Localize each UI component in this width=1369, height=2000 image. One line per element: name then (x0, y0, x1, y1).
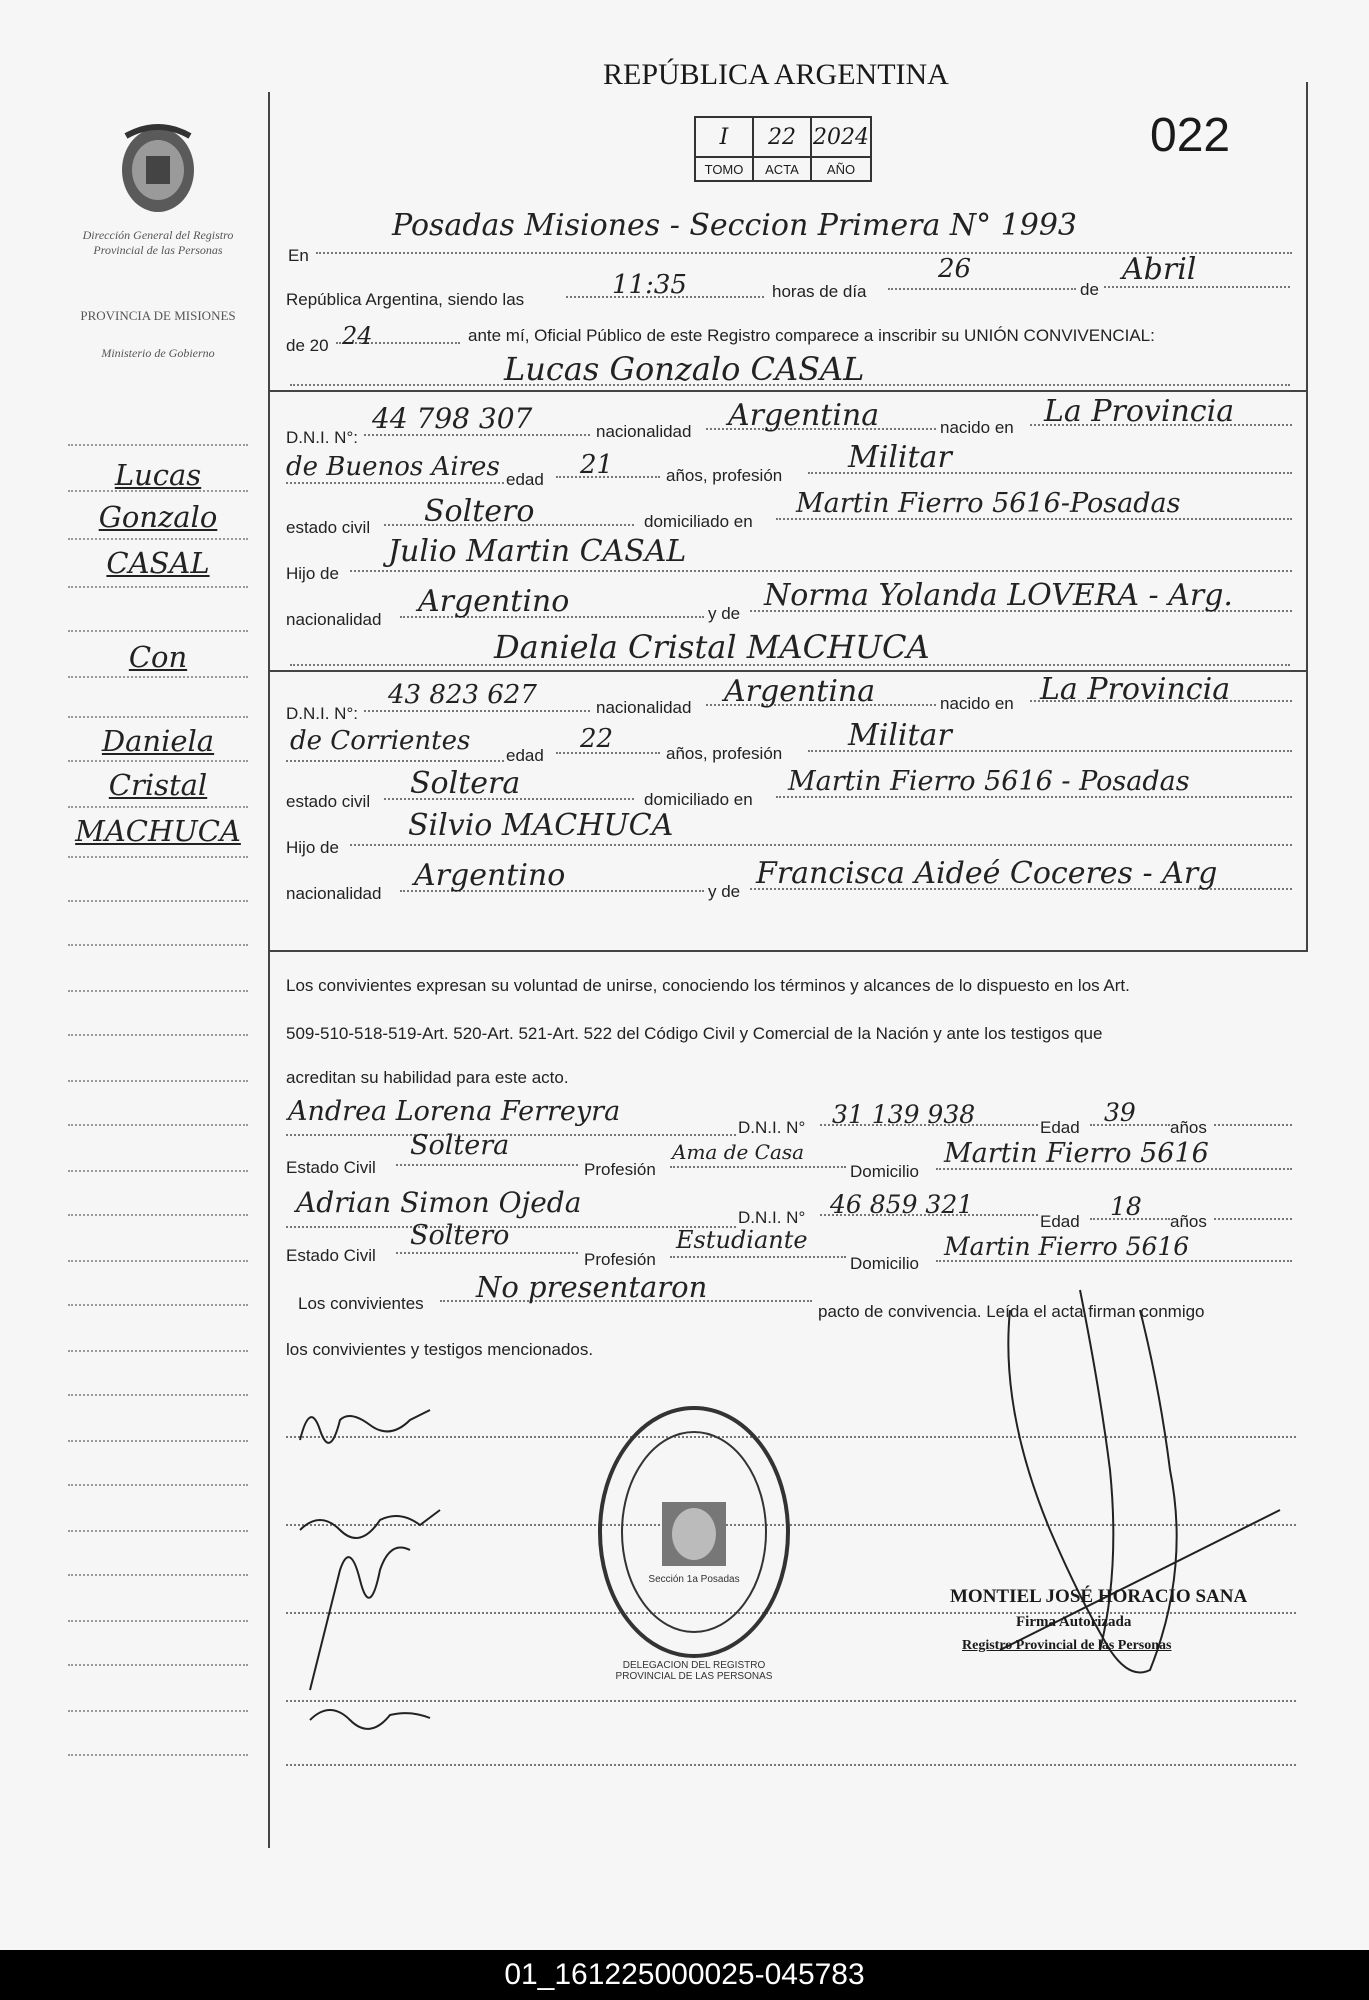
signatures-scribble (280, 1380, 480, 1720)
day-value: 26 (938, 254, 972, 284)
person1-father-nac-label: nacionalidad (286, 610, 382, 629)
person2-domicilio-label: domiciliado en (644, 790, 753, 809)
witness1-edad: 39 (1104, 1098, 1136, 1127)
closing-text-2: los convivientes y testigos mencionados. (286, 1340, 594, 1359)
sidebar-name-1: Lucas (114, 458, 202, 492)
witness2-profesion: Estudiante (676, 1226, 808, 1254)
witness1-profesion-label: Profesión (584, 1160, 656, 1179)
frame-right-line (1306, 82, 1308, 952)
person2-birthplace-1: La Provincia (1040, 672, 1231, 707)
person2-edad-label: edad (506, 746, 544, 765)
witness1-name: Andrea Lorena Ferreyra (288, 1096, 621, 1127)
witness2-estado-label: Estado Civil (286, 1246, 376, 1265)
stamp-inner: Sección 1a Posadas (648, 1574, 740, 1585)
person1-dni: 44 798 307 (372, 402, 533, 435)
official-signature (960, 1270, 1300, 1750)
official-role: Firma Autorizada (1016, 1614, 1132, 1630)
sidebar-name-6: Cristal (108, 768, 208, 802)
witness2-domicilio: Martin Fierro 5616 (944, 1232, 1190, 1261)
witness2-edad-label: Edad (1040, 1212, 1080, 1231)
witness1-dni-label: D.N.I. N° (738, 1118, 806, 1137)
person1-nac-label: nacionalidad (596, 422, 692, 441)
witness1-estado: Soltera (410, 1130, 510, 1161)
closing-label: Los convivientes (298, 1294, 424, 1313)
witness2-domicilio-label: Domicilio (850, 1254, 919, 1273)
witness2-estado: Soltero (410, 1220, 510, 1251)
person1-domicilio-label: domiciliado en (644, 512, 753, 531)
place-value: Posadas Misiones - Seccion Primera N° 1993 (392, 208, 1078, 243)
person1-domicilio: Martin Fierro 5616-Posadas (796, 488, 1181, 519)
witness1-edad-label: Edad (1040, 1118, 1080, 1137)
country-title: REPÚBLICA ARGENTINA (603, 58, 949, 91)
person1-birthplace-1: La Provincia (1044, 394, 1235, 429)
official-name: MONTIEL JOSÉ HORACIO SANA (950, 1586, 1248, 1607)
registry-stamp (594, 1402, 794, 1662)
person1-birthplace-2: de Buenos Aires (286, 452, 500, 482)
person1-father: Julio Martin CASAL (388, 534, 687, 569)
tomo-label: TOMO (695, 157, 753, 181)
witness2-profesion-label: Profesión (584, 1250, 656, 1269)
year-prefix: de 20 (286, 336, 329, 355)
person1-nacionalidad: Argentina (728, 398, 880, 433)
sidebar-name-4: Con (128, 640, 188, 674)
person2-nac-label: nacionalidad (596, 698, 692, 717)
siendo-label: República Argentina, siendo las (286, 290, 525, 309)
person2-father: Silvio MACHUCA (408, 808, 674, 843)
person2-hijo-label: Hijo de (286, 838, 339, 857)
tomo-value: I (695, 117, 753, 157)
witness2-name: Adrian Simon Ojeda (296, 1186, 582, 1219)
signature-4 (300, 1690, 450, 1750)
official-office: Registro Provincial de las Personas (962, 1638, 1172, 1653)
horas-label: horas de día (772, 282, 867, 301)
divider-1 (270, 390, 1306, 392)
witness1-estado-label: Estado Civil (286, 1158, 376, 1177)
witness1-domicilio: Martin Fierro 5616 (944, 1138, 1209, 1169)
acta-value: 22 (753, 117, 811, 157)
witness1-anios-label: años (1170, 1118, 1207, 1137)
person2-mother: Francisca Aideé Coceres - Arg (756, 856, 1218, 891)
sidebar-province: PROVINCIA DE MISIONES (80, 308, 236, 323)
person2-nacido-label: nacido en (940, 694, 1014, 713)
person2-estado-label: estado civil (286, 792, 371, 811)
person2-profesion-label: años, profesión (666, 744, 783, 763)
person2-edad: 22 (580, 724, 614, 754)
sidebar-name-7: MACHUCA (75, 814, 241, 848)
witness1-domicilio-label: Domicilio (850, 1162, 919, 1181)
frame-left-line (268, 92, 270, 1848)
sidebar-name-3: CASAL (106, 546, 210, 580)
person1-name: Lucas Gonzalo CASAL (504, 350, 865, 388)
witness1-dni: 31 139 938 (832, 1100, 976, 1129)
acta-label: ACTA (753, 157, 811, 181)
province-emblem-icon (116, 118, 200, 218)
person1-edad: 21 (580, 450, 614, 480)
person2-father-nac-label: nacionalidad (286, 884, 382, 903)
witness2-dni: 46 859 321 (830, 1190, 974, 1219)
witness2-dni-label: D.N.I. N° (738, 1208, 806, 1227)
person2-father-nac: Argentino (414, 858, 566, 893)
person2-birthplace-2: de Corrientes (290, 726, 471, 756)
comparece-text: ante mí, Oficial Público de este Registro comparece a inscribir su UNIÓN CONVIVENCIAL: (468, 326, 1155, 345)
witness1-profesion: Ama de Casa (672, 1140, 805, 1164)
closing-text-1: pacto de convivencia. Leída el acta firman conmigo (818, 1302, 1205, 1321)
sidebar-name-2: Gonzalo (98, 500, 218, 534)
act-number: 022 (1150, 109, 1231, 162)
person1-father-nac: Argentino (418, 584, 570, 619)
person1-mother: Norma Yolanda LOVERA - Arg. (764, 578, 1233, 613)
month-value: Abril (1122, 252, 1197, 287)
person1-edad-label: edad (506, 470, 544, 489)
anio-value: 2024 (811, 117, 871, 157)
person1-estado: Soltero (424, 494, 535, 529)
person1-hijo-label: Hijo de (286, 564, 339, 583)
person1-profesion: Militar (848, 440, 952, 475)
witness2-anios-label: años (1170, 1212, 1207, 1231)
tomo-acta-table (694, 116, 872, 182)
person1-yde-label: y de (708, 604, 741, 623)
witness2-edad: 18 (1110, 1192, 1142, 1221)
stamp-text: DELEGACION DEL REGISTRO PROVINCIAL DE LAS PERSONAS (615, 1660, 773, 1682)
person2-domicilio: Martin Fierro 5616 - Posadas (788, 766, 1190, 797)
en-label: En (288, 246, 309, 265)
declaration-line-3: acreditan su habilidad para este acto. (286, 1068, 569, 1087)
sidebar-name-5: Daniela (101, 724, 215, 758)
scan-id-bar: 01_161225000025-045783 (0, 1950, 1369, 2000)
person2-yde-label: y de (708, 882, 741, 901)
person1-estado-label: estado civil (286, 518, 371, 537)
person1-profesion-label: años, profesión (666, 466, 783, 485)
time-value: 11:35 (612, 270, 687, 300)
declaration-line-1: Los convivientes expresan su voluntad de unirse, conociendo los términos y alcances de lo dispuesto en los Art. (286, 976, 1130, 995)
declaration-line-2: 509-510-518-519-Art. 520-Art. 521-Art. 522 del Código Civil y Comercial de la Nación y ante los testigos que (286, 1024, 1103, 1043)
person2-dni-label: D.N.I. N°: (286, 704, 358, 723)
de-label: de (1080, 280, 1099, 299)
person2-nacionalidad: Argentina (724, 674, 876, 709)
person2-profesion: Militar (848, 718, 952, 753)
closing-pacto: No presentaron (476, 1270, 708, 1304)
anio-label: AÑO (811, 157, 871, 181)
person2-name: Daniela Cristal MACHUCA (494, 628, 930, 666)
person2-estado: Soltera (410, 766, 521, 801)
year-suffix: 24 (342, 322, 373, 350)
person2-dni: 43 823 627 (388, 680, 537, 710)
divider-3 (270, 950, 1306, 952)
person1-nacido-label: nacido en (940, 418, 1014, 437)
sidebar-ministry: Ministerio de Gobierno (101, 346, 215, 360)
person1-dni-label: D.N.I. N°: (286, 428, 358, 447)
sidebar-office: Dirección General del Registro Provincial de las Personas (82, 228, 234, 257)
